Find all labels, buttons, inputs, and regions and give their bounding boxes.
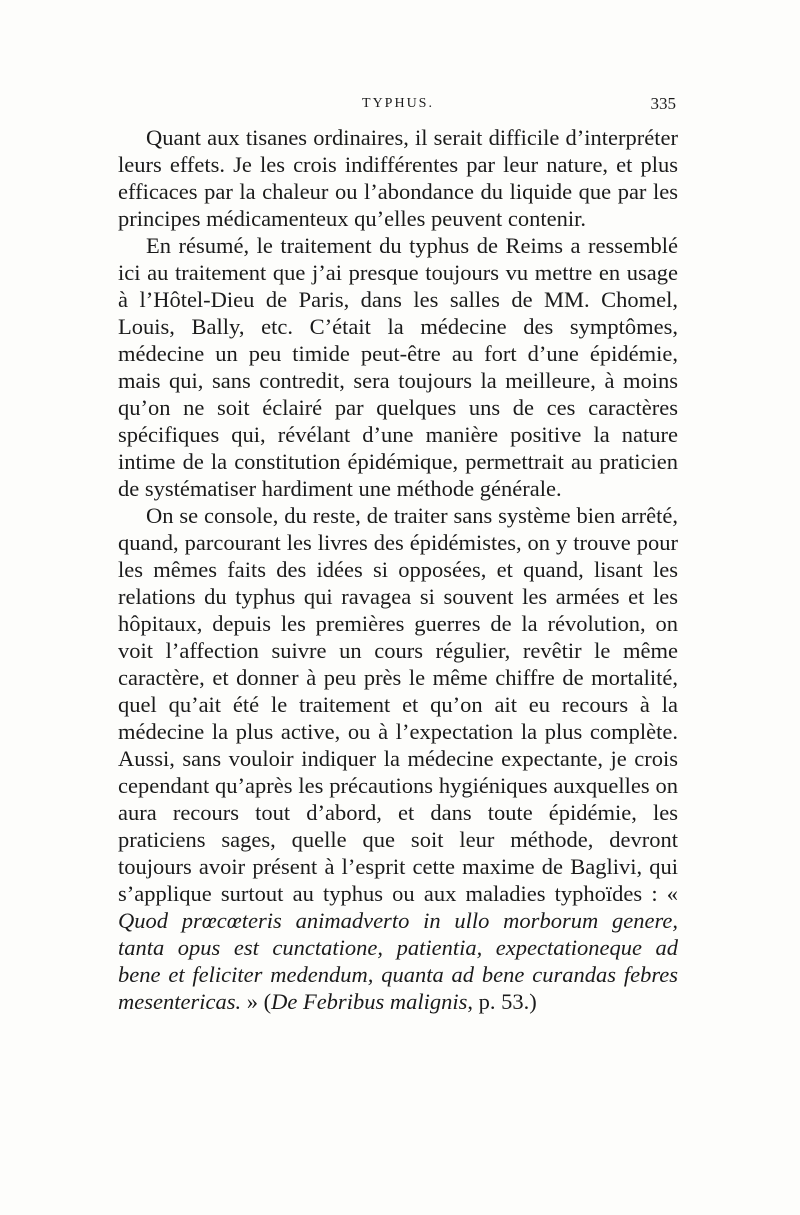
paragraph-tisanes [118, 124, 678, 232]
citation-page: , p. 53.) [467, 989, 537, 1014]
page-number: 335 [650, 94, 676, 113]
running-head [118, 92, 678, 124]
book-page [118, 92, 678, 1015]
citation-title: De Febribus malignis [271, 989, 468, 1014]
paragraph-text: Quant aux tisanes ordinaires, il serait difficile d’interpréter leurs effets. Je les crois indifférentes par leur nature, et plus efficaces par la chaleur ou l’abondance du liquide que par les principes médicamenteux qu’elles peuvent contenir. [118, 125, 678, 231]
baglivi-quote: Quod prœcœteris animadverto in ullo morborum genere, tanta opus est cunctatione, patientia, expectationeque ad bene et feliciter medendum, quanta ad bene curandas febres mesentericas. [118, 908, 678, 1014]
paragraph-text: En résumé, le traitement du typhus de Reims a ressemblé ici au traitement que j’ai presque toujours vu mettre en usage à l’Hôtel-Dieu de Paris, dans les salles de MM. Chomel, Louis, Bally, etc. C’était la médecine des symptômes, médecine un peu timide peut-être au fort d’une épidémie, mais qui, sans contredit, sera toujours la meilleure, à moins qu’on ne soit éclairé par quelques uns de ces caractères spécifiques qui, révélant d’une manière positive la nature intime de la constitution épidémique, permettrait au praticien de systématiser hardiment une méthode générale. [118, 233, 678, 501]
paragraph-resume [118, 232, 678, 502]
body-text [118, 124, 678, 1015]
paragraph-console [118, 502, 678, 1015]
quote-close: » ( [241, 989, 272, 1014]
running-title: TYPHUS. [362, 96, 434, 111]
paragraph-text: On se console, du reste, de traiter sans système bien arrêté, quand, parcourant les livres des épidémistes, on y trouve pour les mêmes faits des idées si opposées, et quand, lisant les relations du typhus qui ravagea si souvent les armées et les hôpitaux, depuis les premières guerres de la révolution, on voit l’affection suivre un cours régulier, revêtir le même caractère, et donner à peu près le même chiffre de mortalité, quel qu’ait été le traitement et qu’on ait eu recours à la médecine la plus active, ou à l’expectation la plus complète. Aussi, sans vouloir indiquer la médecine expectante, je crois cependant qu’après les précautions hygiéniques auxquelles on aura recours tout d’abord, et dans toute épidémie, les praticiens sages, quelle que soit leur méthode, devront toujours avoir présent à l’esprit cette maxime de Baglivi, qui s’applique surtout au typhus ou aux maladies typhoïdes : « [118, 503, 678, 906]
